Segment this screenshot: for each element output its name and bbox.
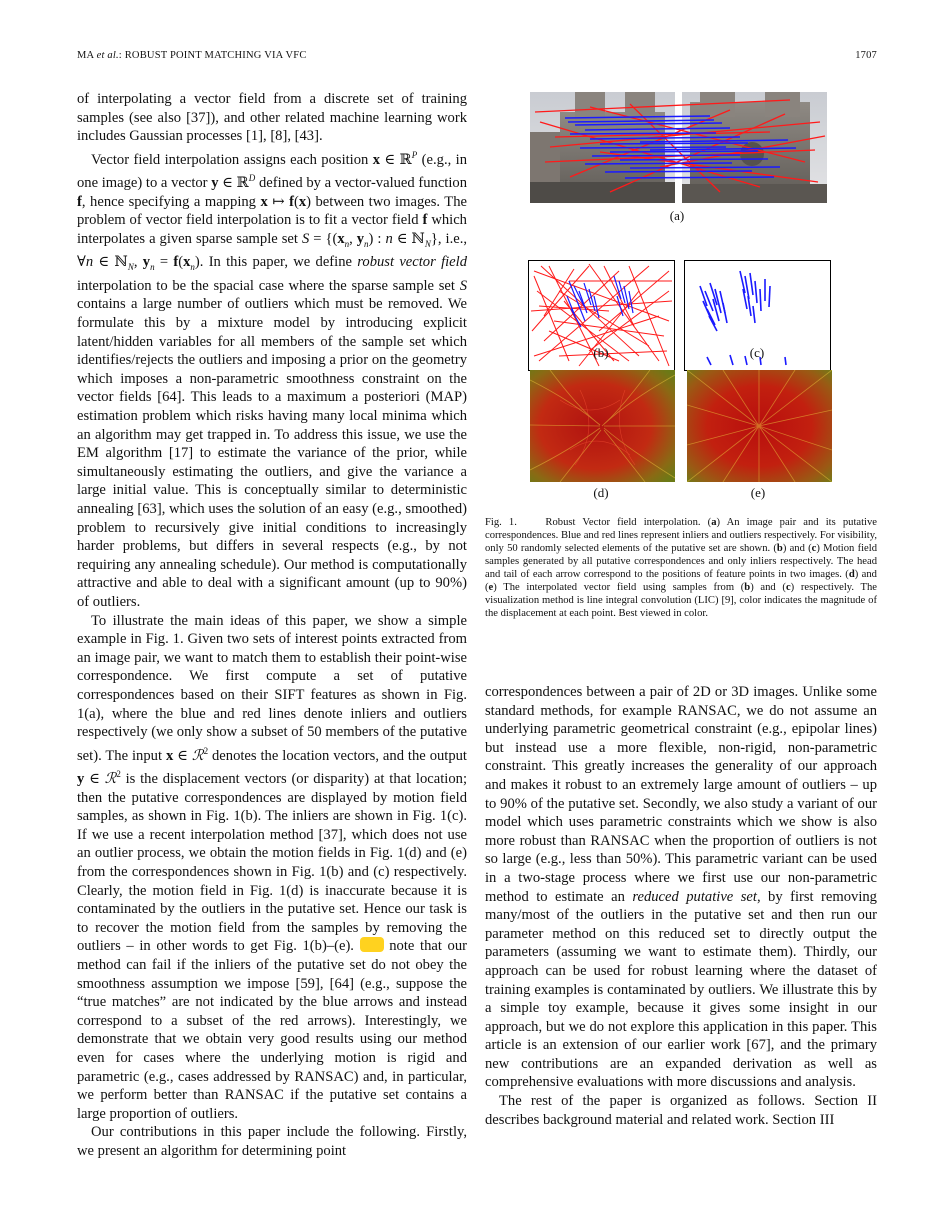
paragraph: correspondences between a pair of 2D or 3D images. Unlike some standard methods, for example RANSAC, we do not assume an underlying parametric geometrical constraint (e.g., epipolar lines) but instead use a more flexible, non-rigid, non-parametric constraint. This greatly increases the generality of our approach and makes it robust to an extremely large amount of outliers – up to 90% of the putative set. Secondly, we also study a variant of our model which uses parametric constraints which we show is also more robust than RANSAC when the proportion of outliers is not so large (e.g., less than 50%). This parametric variant can be used in a two-stage process where we first use our non-parametric method to estimate an reduced putative set, by first removing many/most of the outliers in the putative set and then run our parameter method on this reduced set to directly output the parameters (assuming we want to estimate them). Thirdly, our approach can be used for robust learning where the dataset of training examples is contaminated by outliers. We illustrate this by a simple toy example, because it gives some insight in our approach, but we do not explore this application in this paper. This article is an extension of our earlier work [67], and the primary new contributions are an expanded derivation as well as comprehensive evaluations with more discussions and analysis. xyxy=(485,684,877,1091)
lic-field-d-svg xyxy=(530,370,675,482)
paragraph: of interpolating a vector field from a discrete set of training samples (see also [37]), and other related machine learning work includes Gaussian processes [1], [8], [43]. xyxy=(77,91,467,145)
label-b: (b) xyxy=(593,345,609,360)
lic-field-d xyxy=(530,370,675,482)
image-pair-a xyxy=(530,92,827,203)
highlight-mark xyxy=(360,937,384,952)
left-column xyxy=(77,90,467,1161)
page-number: 1707 xyxy=(855,50,877,61)
paragraph: The rest of the paper is organized as follows. Section II describes background material and related work. Section III xyxy=(485,1093,877,1128)
paragraph: To illustrate the main ideas of this paper, we show a simple example in Fig. 1. Given two sets of interest points extracted from an image pair, we want to match them to establish their point-wise correspondence. We first compute a set of putative correspondences based on their SIFT features as shown in Fig. 1(a), where the blue and red lines denote inliers and outliers respectively (we only show a subset of 50 members of the putative set). The input x ∈ ℛ$^2$ denotes the location vectors, and the output y ∈ ℛ$^2$ is the displacement vectors (or disparity) at that location; then the putative correspondences are displayed by motion field samples, as shown in Fig. 1(b). The inliers are shown in Fig. 1(c). If we use a recent interpolation method [37], which does not use an outlier process, we obtain the motion fields in Fig. 1(d) and (e) from the correspondences shown in Fig. 1(b) and (c) respectively. Clearly, the motion field in Fig. 1(d) is inaccurate because it is contaminated by the outliers in the putative set. Hence our task is to recover the motion field from the samples by removing the outliers – in other words to get Fig. 1(b)–(e). note that our method can fail if the inliers of the putative set do not obey the smoothness assumption we impose [59], [64] (e.g., suppose the “true matches” are not indicated by the blue arrows and instead correspond to a subset of the red arrows). Interestingly, we demonstrate that we obtain very good results using our method even for cases where the underlying motion is rigid and parametric (e.g., cases addressed by RANSAC) and, in particular, we perform better than RANSAC if the putative set contains a large proportion of outliers. xyxy=(77,612,467,1122)
paragraph: Our contributions in this paper include the following. Firstly, we present an algorithm for determining point xyxy=(77,1124,467,1159)
running-title: MA et al.: ROBUST POINT MATCHING VIA VFC xyxy=(77,50,307,61)
running-header xyxy=(77,50,877,64)
label-d: (d) xyxy=(593,485,609,500)
label-e: (e) xyxy=(750,485,766,500)
right-column xyxy=(485,683,877,1129)
lic-field-e xyxy=(687,370,832,482)
lic-field-e-svg xyxy=(687,370,832,482)
paragraph: Vector field interpolation assigns each position x ∈ ℝ$^P$ (e.g., in one image) to a vector y ∈ ℝ$^D$ defined by a vector-valued function f, hence specifying a mapping x ↦ f(x) between two images. The problem of vector field interpolation is to fit a vector field f which interpolates a given sparse sample set $S = \{(x_n$, $y_n$) : n ∈ ℕ$_N$}, i.e., ∀n ∈ ℕ$_N$, $y_n = f(x_n)$. In this paper, we define robust vector field interpolation to be the spacial case where the sparse sample set S contains a large number of outliers which must be removed. We formulate this by a mixture model by introducing explicit latent/hidden variables for all members of the sample set which identifies/rejects the outliers and imposing a prior on the geometry which imposes a non-parametric smoothness constraint on the vector fields [64]. This leads to a maximum a posteriori (MAP) estimation problem which risks having many local minima which an algorithm may get trapped in. To address this issue, we use the EM algorithm [17] to estimate the variance of the prior, while simultaneously estimating the outliers, and give the variance a large initial value. This is conceptually similar to deterministic annealing [63], which uses the solution of an easy (e.g., smoothed) problem to recursively give initial conditions to increasingly harder problems, but differs in several respects (e.g., by not requiring any annealing schedule). Our method is computationally attractive and able to deal with a significant amount (up to 90%) of outliers. xyxy=(77,149,468,610)
figure-caption: Fig. 1. Robust Vector field interpolation. (a) An image pair and its putative correspondences. Blue and red lines represent inliers and outliers respectively. For visibility, only 50 randomly selected elements of the putative set are shown. (b) and (c) Motion field samples generated by all putative correspondences and only inliers respectively. The head and tail of each arrow correspond to the positions of feature points in two images. (d) and (e) The interpolated vector field using samples from (b) and (c) respectively. The visualization method is line integral convolution (LIC) [9], color indicates the magnitude of the displacement at each point. Best viewed in color. xyxy=(485,517,878,619)
label-c: (c) xyxy=(749,345,765,360)
label-a: (a) xyxy=(669,208,685,223)
image-pair-svg xyxy=(530,92,827,203)
